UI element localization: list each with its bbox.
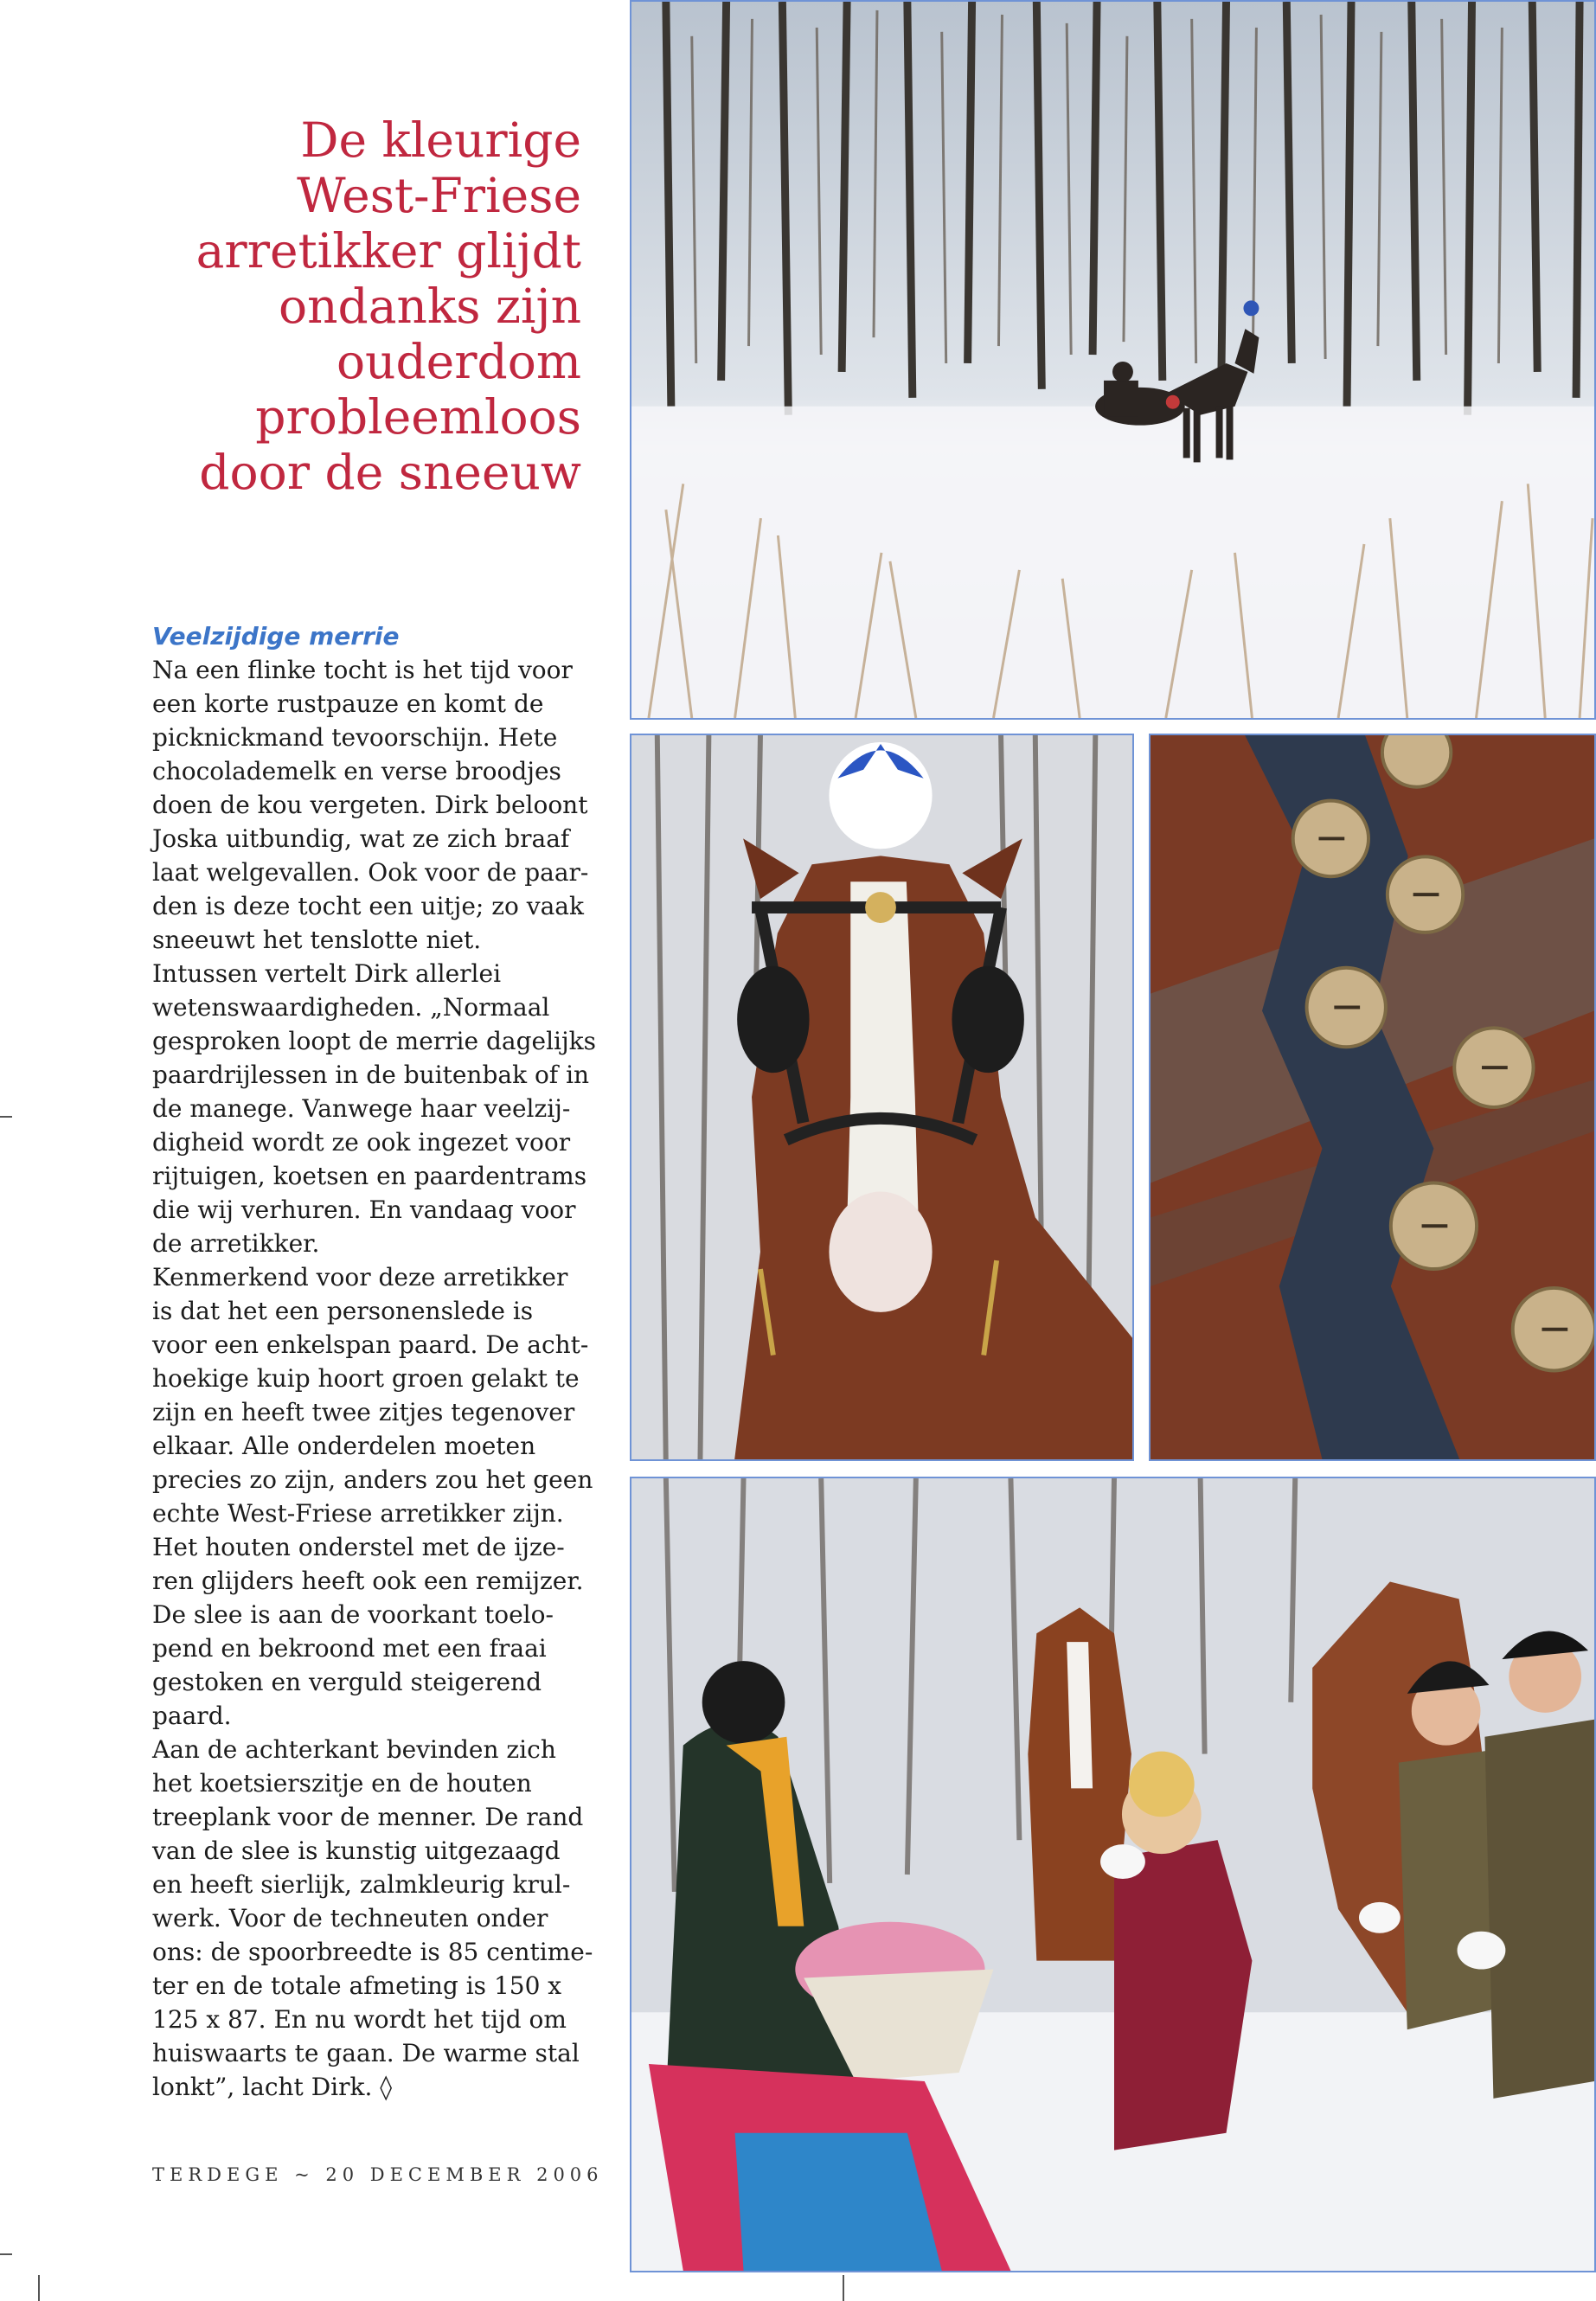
body-line: Na een flinke tocht is het tijd voor: [152, 656, 573, 684]
body-line: treeplank voor de menner. De rand: [152, 1803, 584, 1831]
body-line: paardrijlessen in de buitenbak of in: [152, 1061, 590, 1089]
pull-quote-line: probleemloos: [255, 389, 581, 445]
body-line: paard.: [152, 1702, 232, 1730]
body-line: pend en bekroond met een fraai: [152, 1634, 547, 1663]
body-line: ons: de spoorbreedte is 85 centime-: [152, 1938, 593, 1966]
body-line: den is deze tocht een uitje; zo vaak: [152, 892, 584, 920]
pull-quote-line: ouderdom: [336, 334, 581, 389]
body-line: lonkt”, lacht Dirk. ◊: [152, 2073, 393, 2101]
pull-quote-line: door de sneeuw: [199, 445, 581, 500]
body-line: ren glijders heeft ook een remijzer.: [152, 1567, 584, 1595]
body-line: 125 x 87. En nu wordt het tijd om: [152, 2005, 567, 2034]
body-line: een korte rustpauze en komt de: [152, 689, 544, 718]
body-line: het koetsierszitje en de houten: [152, 1769, 532, 1798]
body-line: gestoken en verguld steigerend: [152, 1668, 542, 1696]
body-line: sneeuwt het tenslotte niet.: [152, 926, 482, 954]
body-line: huiswaarts te gaan. De warme stal: [152, 2039, 580, 2067]
article-subhead: Veelzijdige merrie: [152, 622, 400, 651]
body-line: werk. Voor de techneuten onder: [152, 1904, 548, 1932]
pull-quote-line: arretikker glijdt: [195, 223, 581, 279]
body-line: is dat het een personenslede is: [152, 1297, 534, 1325]
body-line: van de slee is kunstig uitgezaagd: [152, 1836, 561, 1865]
body-line: zijn en heeft twee zitjes tegenover: [152, 1398, 575, 1426]
photo-sleigh-bells: [1149, 734, 1596, 1461]
body-line: precies zo zijn, anders zou het geen: [152, 1465, 593, 1494]
body-line: en heeft sierlijk, zalmkleurig krul-: [152, 1870, 571, 1899]
body-line: Aan de achterkant bevinden zich: [152, 1735, 556, 1764]
body-line: chocolademelk en verse broodjes: [152, 757, 561, 785]
crop-mark: [843, 2275, 844, 2301]
body-line: de arretikker.: [152, 1229, 320, 1258]
body-line: picknickmand tevoorschijn. Hete: [152, 723, 558, 752]
body-line: wetenswaardigheden. „Normaal: [152, 993, 550, 1022]
body-line: hoekige kuip hoort groen gelakt te: [152, 1364, 580, 1393]
photo-picnic-group: [630, 1477, 1596, 2272]
body-line: Intussen vertelt Dirk allerlei: [152, 959, 502, 988]
body-line: die wij verhuren. En vandaag voor: [152, 1195, 576, 1224]
body-line: elkaar. Alle onderdelen moeten: [152, 1432, 536, 1460]
article-body: [152, 653, 602, 2104]
pull-quote: [156, 112, 581, 500]
pull-quote-line: De kleurige: [300, 112, 581, 168]
body-line: gesproken loopt de merrie dagelijks: [152, 1027, 596, 1055]
body-line: Het houten onderstel met de ijze-: [152, 1533, 565, 1561]
body-line: Kenmerkend voor deze arretikker: [152, 1263, 568, 1292]
article-column: [152, 619, 602, 2104]
crop-mark: [38, 2275, 40, 2301]
body-line: ter en de totale afmeting is 150 x: [152, 1971, 562, 2000]
crop-mark: [0, 1116, 12, 1118]
body-line: echte West-Friese arretikker zijn.: [152, 1499, 564, 1528]
photo-sleigh-in-snowy-forest: [630, 0, 1596, 720]
body-line: de manege. Vanwege haar veelzij-: [152, 1094, 571, 1123]
page-footer: TERDEGE ~ 20 DECEMBER 2006: [152, 2164, 604, 2185]
crop-mark: [0, 2253, 12, 2255]
body-line: voor een enkelspan paard. De acht-: [152, 1330, 589, 1359]
body-line: Joska uitbundig, wat ze zich braaf: [152, 824, 570, 853]
body-line: De slee is aan de voorkant toelo-: [152, 1600, 554, 1629]
photo-horse-with-plume: [630, 734, 1134, 1461]
body-line: laat welgevallen. Ook voor de paar-: [152, 858, 589, 887]
body-line: digheid wordt ze ook ingezet voor: [152, 1128, 571, 1157]
body-line: rijtuigen, koetsen en paardentrams: [152, 1162, 587, 1190]
body-line: doen de kou vergeten. Dirk beloont: [152, 791, 588, 819]
pull-quote-line: West-Friese: [297, 168, 581, 223]
pull-quote-line: ondanks zijn: [278, 279, 581, 334]
